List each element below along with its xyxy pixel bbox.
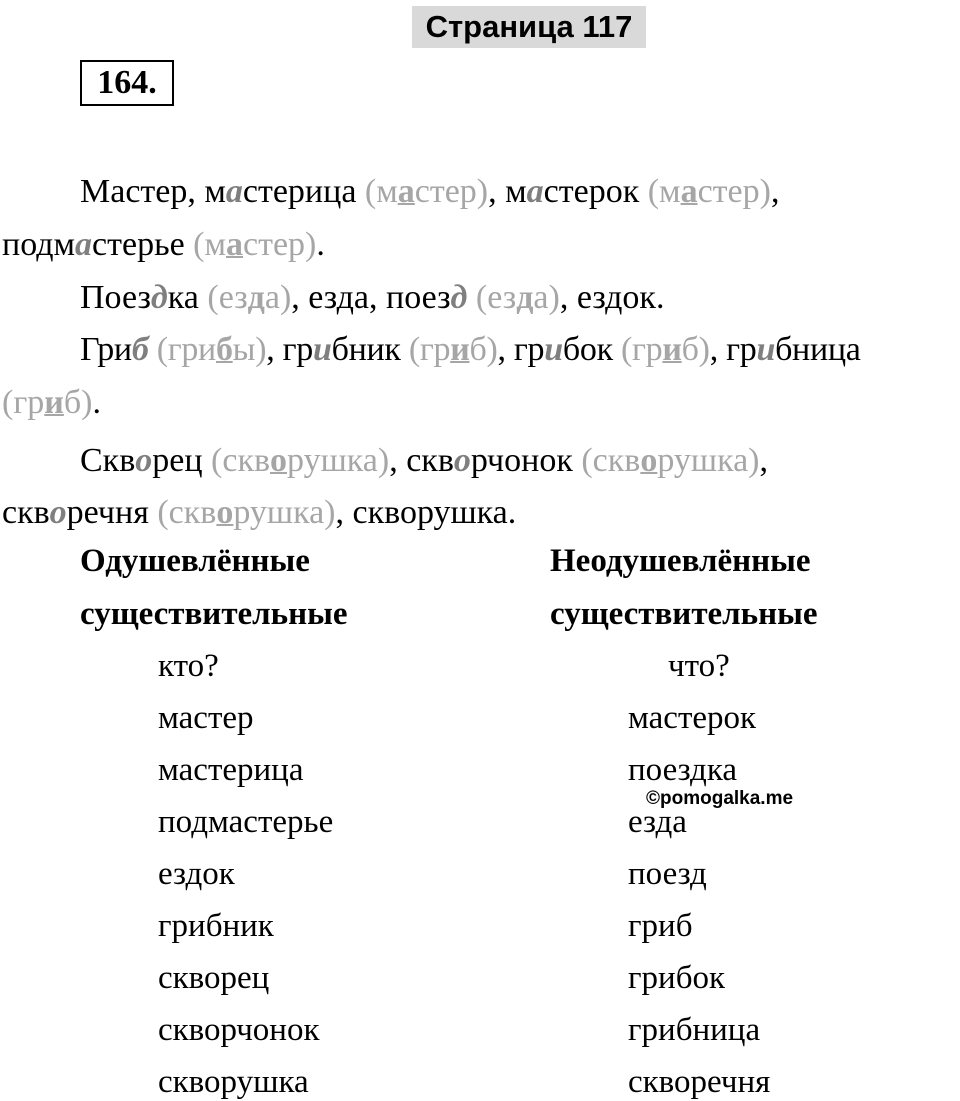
highlighted-letter: д — [450, 279, 468, 316]
word-text: рчонок — [470, 442, 582, 479]
animate-question: кто? — [158, 648, 219, 684]
inanimate-question: что? — [668, 648, 730, 684]
check-word: (грибы) — [156, 331, 267, 368]
highlighted-letter: и — [756, 331, 776, 368]
word-text: бник — [331, 331, 409, 368]
highlighted-letter: о — [135, 442, 153, 479]
animate-word: ездок — [158, 856, 235, 892]
inanimate-word: скворечня — [628, 1064, 771, 1100]
task-number: 164. — [80, 60, 174, 106]
check-word: (гриб) — [621, 331, 710, 368]
punctuation: , — [770, 173, 780, 210]
check-word: (мастер) — [193, 226, 317, 263]
word-text: стерица — [242, 173, 365, 210]
highlighted-letter: а — [225, 173, 243, 210]
paragraph-line — [80, 175, 779, 209]
word-text: бница — [775, 331, 861, 368]
punctuation: , скворушка. — [335, 494, 517, 531]
highlighted-letter: б — [131, 331, 149, 368]
paragraph-line — [80, 444, 768, 478]
inanimate-word: поездка — [628, 752, 738, 788]
inanimate-heading-line2: существительные — [550, 596, 818, 632]
punctuation: . — [316, 226, 325, 263]
page-number-header: Страница 117 — [412, 6, 646, 48]
highlighted-letter: о — [453, 442, 471, 479]
word-text: , гр — [709, 331, 757, 368]
word-text: ка — [167, 279, 208, 316]
animate-word: скворец — [158, 960, 270, 996]
highlighted-letter: а — [75, 226, 93, 263]
word-text: , езда, поез — [291, 279, 451, 316]
punctuation: . — [92, 384, 101, 421]
word-text: стерок — [543, 173, 648, 210]
inanimate-word: грибок — [628, 960, 726, 996]
punctuation: , — [759, 442, 768, 479]
highlighted-letter: о — [49, 494, 67, 531]
paragraph-line — [2, 496, 516, 530]
word-text: , гр — [497, 331, 545, 368]
highlighted-letter: и — [312, 331, 332, 368]
word-text: Гри — [80, 331, 132, 368]
animate-heading-line1: Одушевлённые — [80, 543, 310, 579]
check-word: (скворушка) — [581, 442, 760, 479]
animate-heading-line2: существительные — [80, 596, 348, 632]
word-text: Скв — [80, 442, 136, 479]
inanimate-word: гриб — [628, 908, 693, 944]
check-word: (гриб) — [408, 331, 498, 368]
word-text: речня — [66, 494, 158, 531]
check-word: (мастер) — [647, 173, 771, 210]
paragraph-line — [80, 333, 861, 367]
word-text: скв — [2, 494, 50, 531]
check-word: (гриб) — [2, 384, 93, 421]
word-text — [467, 279, 476, 316]
animate-word: мастерица — [158, 752, 304, 788]
inanimate-word: грибница — [628, 1012, 761, 1048]
animate-word: скворчонок — [158, 1012, 320, 1048]
word-text: , гр — [266, 331, 313, 368]
inanimate-word: езда — [628, 804, 687, 840]
animate-word: мастер — [158, 700, 254, 736]
highlighted-letter: а — [526, 173, 544, 210]
check-word: (мастер) — [364, 173, 489, 210]
animate-word: подмастерье — [158, 804, 334, 840]
paragraph-line — [2, 386, 101, 420]
paragraph-line — [80, 281, 664, 315]
word-text: бок — [562, 331, 621, 368]
word-text: , м — [488, 173, 527, 210]
word-text: , скв — [389, 442, 454, 479]
inanimate-word: мастерок — [628, 700, 757, 736]
animate-word: скворушка — [158, 1064, 309, 1100]
highlighted-letter: д — [150, 279, 168, 316]
inanimate-heading-line1: Неодушевлённые — [550, 543, 811, 579]
check-word: (езда) — [475, 279, 560, 316]
inanimate-word: поезд — [628, 856, 707, 892]
word-text: рец — [152, 442, 212, 479]
word-text: Поез — [80, 279, 151, 316]
word-text — [148, 331, 156, 368]
site-watermark: ©pomogalka.me — [646, 788, 794, 809]
word-text: подм — [2, 226, 76, 263]
check-word: (езда) — [207, 279, 292, 316]
punctuation: , ездок. — [559, 279, 665, 316]
paragraph-line — [2, 228, 325, 262]
word-text: Мастер, м — [80, 173, 226, 210]
word-text: стерье — [92, 226, 194, 263]
animate-word: грибник — [158, 908, 274, 944]
highlighted-letter: и — [544, 331, 563, 368]
check-word: (скворушка) — [157, 494, 336, 531]
check-word: (скворушка) — [211, 442, 390, 479]
